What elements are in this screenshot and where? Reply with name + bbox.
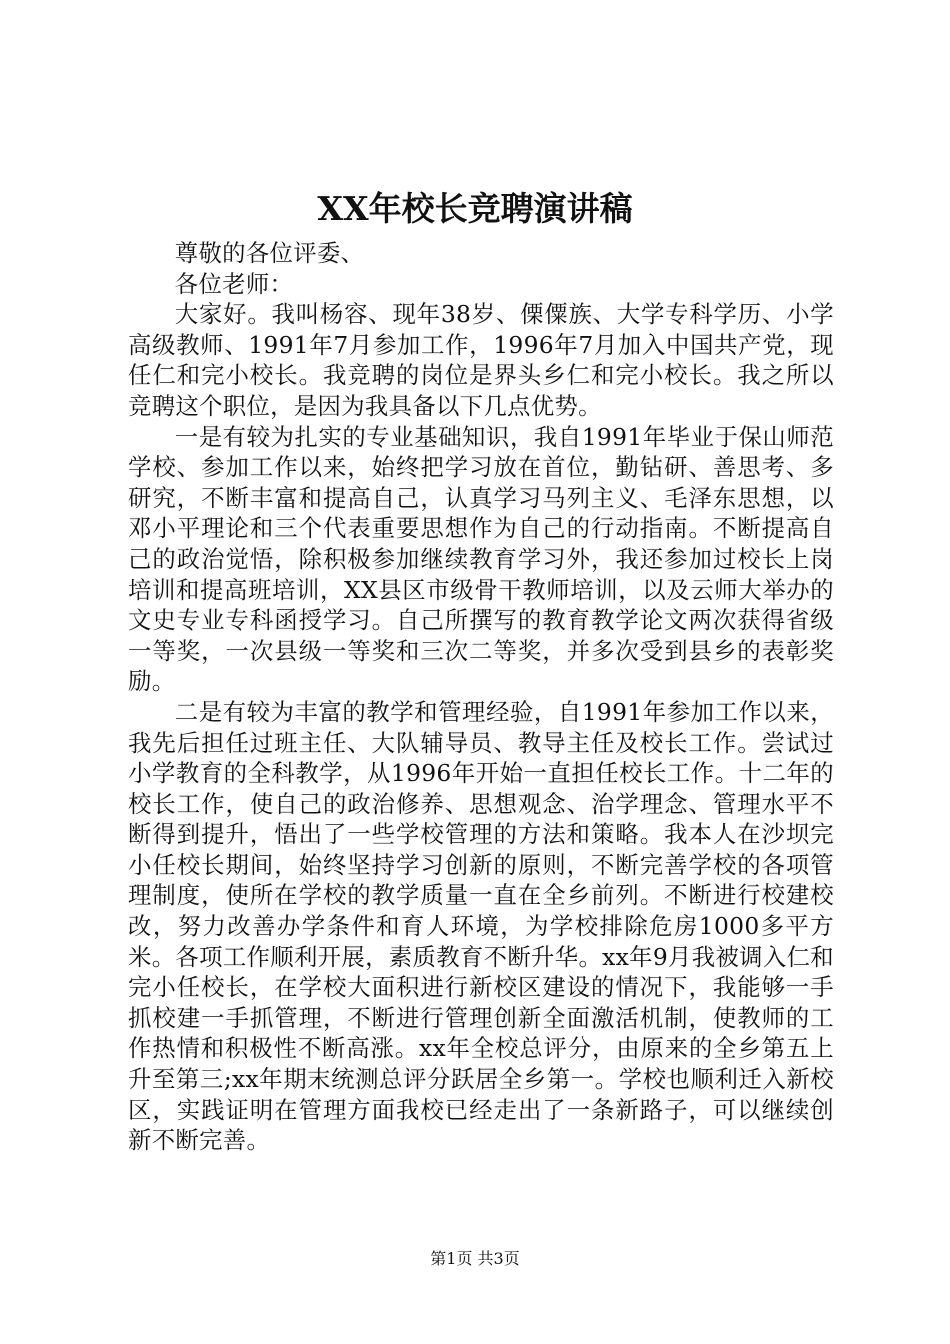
document-body bbox=[128, 238, 834, 1156]
paragraph-salutation-1: 尊敬的各位评委、 bbox=[174, 239, 365, 267]
paragraph-salutation-2: 各位老师： bbox=[174, 269, 294, 298]
paragraph-advantage-2: 二是有较为丰富的教学和管理经验，自1991年参加工作以来，我先后担任过班主任、大队辅导员、教导主任及校长工作。尝试过小学教育的全科教学，从1996年开始一直担任校长工作。十二年的校长工作，使自己的政治修养、思想观念、治学理念、管理水平不断得到提升，悟出了一些学校管理的方法和策略。我本人在沙坝完小任校长期间，始终坚持学习创新的原则，不断完善学校的各项管理制度，使所在学校的教学质量一直在全乡前列。不断进行校建校改，努力改善办学条件和育人环境，为学校排除危房1000多平方米。各项工作顺利开展，素质教育不断升华。xx年9月我被调入仁和完小任校长，在学校大面积进行新校区建设的情况下，我能够一手抓校建一手抓管理，不断进行管理创新全面激活机制，使教师的工作热情和积极性不断高涨。xx年全校总评分，由原来的全乡第五上升至第三;xx年期末统测总评分跃居全乡第一。学校也顺利迁入新校区，实践证明在管理方面我校已经走出了一条新路子，可以继续创新不断完善。 bbox=[128, 697, 834, 1155]
paragraph-introduction: 大家好。我叫杨容、现年38岁、傈僳族、大学专科学历、小学高级教师、1991年7月参加工作，1996年7月加入中国共产党，现任仁和完小校长。我竞聘的岗位是界头乡仁和完小校长。我之所以竞聘这个职位，是因为我具备以下几点优势。 bbox=[128, 300, 834, 420]
paragraph-advantage-1: 一是有较为扎实的专业基础知识，我自1991年毕业于保山师范学校、参加工作以来，始终把学习放在首位，勤钻研、善思考、多研究，不断丰富和提高自己，认真学习马列主义、毛泽东思想，以邓小平理论和三个代表重要思想作为自己的行动指南。不断提高自己的政治觉悟，除积极参加继续教育学习外，我还参加过校长上岗培训和提高班培训，XX县区市级骨干教师培训，以及云师大举办的文史专业专科函授学习。自己所撰写的教育教学论文两次获得省级一等奖，一次县级一等奖和三次二等奖，并多次受到县乡的表彰奖励。 bbox=[128, 422, 834, 696]
document-title: XX年校长竞聘演讲稿 bbox=[317, 189, 633, 228]
page-number: 第1页 共3页 bbox=[430, 1249, 520, 1268]
